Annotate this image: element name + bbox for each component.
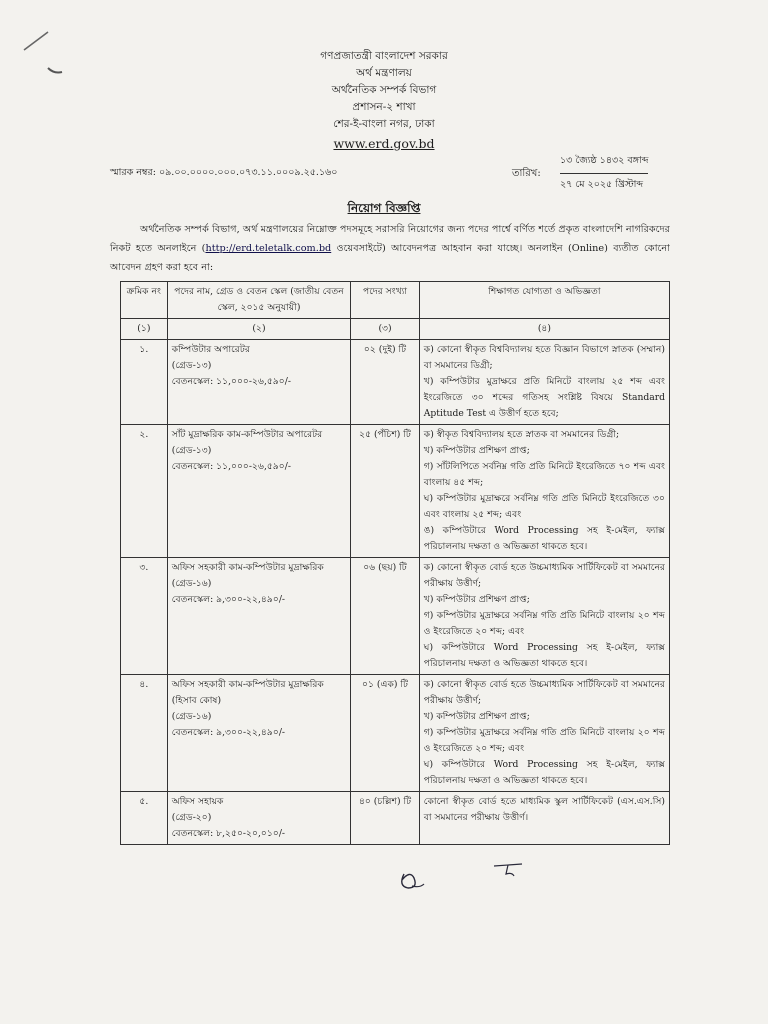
table-header-row [121, 282, 670, 319]
row-grade: (গ্রেড-১৬) [171, 711, 212, 722]
row-qualification-cell [419, 792, 669, 845]
intro-part1: অর্থনৈতিক সম্পর্ক বিভাগ, অর্থ মন্ত্রণালয়ের নিম্নোক্ত পদসমূহে সরাসরি নিয়োগের জন্য পদের পার্শ্বে বর্ণিত শর্তে প্রকৃত বাংলাদেশি নাগরিকদের নিকট হতে অনলাইনে ( [110, 224, 670, 254]
header-qualification: শিক্ষাগত যোগ্যতা ও অভিজ্ঞতা [419, 282, 669, 319]
qualification-item: ক) কোনো স্বীকৃত বোর্ড হতে উচ্চমাধ্যমিক সার্টিফিকেট বা সমমানের পরীক্ষায় উত্তীর্ণ; [423, 679, 665, 706]
qualification-item: ঘ) কম্পিউটারে Word Processing সহ ই-মেইল, ফ্যাক্স পরিচালনায় দক্ষতা ও অভিজ্ঞতা থাকতে হবে। [423, 642, 665, 669]
row-post: কম্পিউটার অপারেটর [171, 344, 250, 355]
application-link[interactable]: http://erd.teletalk.com.bd [205, 243, 332, 254]
qualification-item: ক) কোনো স্বীকৃত বিশ্ববিদ্যালয় হতে বিজ্ঞান বিভাগে স্নাতক (সম্মান) বা সমমানের ডিগ্রী; [423, 344, 665, 371]
row-post-cell [167, 340, 351, 425]
row-qualification-cell [419, 340, 669, 425]
header-serial: ক্রমিক নং [121, 282, 168, 319]
row-qualification-cell [419, 425, 669, 558]
row-qualification-cell [419, 558, 669, 675]
vacancy-rows [121, 340, 670, 845]
row-count: ০৬ (ছয়) টি [351, 558, 420, 675]
row-post-cell [167, 558, 351, 675]
row-serial: ৫. [121, 792, 168, 845]
header-count: পদের সংখ্যা [351, 282, 420, 319]
col-number: (৩) [351, 319, 420, 340]
col-number: (১) [121, 319, 168, 340]
qualification-item: কোনো স্বীকৃত বোর্ড হতে মাধ্যমিক স্কুল সার্টিফিকেট (এস.এস.সি) বা সমমানের পরীক্ষায় উত্তীর্ণ। [423, 796, 665, 823]
intro-part2: ওয়েবসাইটে) আবেদনপত্র আহবান করা যাচ্ছে। অনলাইন (Online) ব্যতীত কোনো আবেদন গ্রহণ করা হবে না: [110, 243, 670, 273]
notice-title-text: নিয়োগ বিজ্ঞপ্তি [347, 201, 421, 215]
qualification-item: ক) কোনো স্বীকৃত বোর্ড হতে উচ্চমাধ্যমিক সার্টিফিকেট বা সমমানের পরীক্ষায় উত্তীর্ণ; [423, 562, 665, 589]
row-grade: (গ্রেড-১৩) [171, 360, 212, 371]
intro-paragraph [110, 220, 670, 277]
row-scale: বেতনস্কেল: ৮,২৫০-২০,০১০/- [171, 828, 286, 839]
row-count: ০২ (দুই) টি [351, 340, 420, 425]
row-serial: ৪. [121, 675, 168, 792]
qualification-item: ঘ) কম্পিউটারে Word Processing সহ ই-মেইল, ফ্যাক্স পরিচালনায় দক্ষতা ও অভিজ্ঞতা থাকতে হবে। [423, 759, 665, 786]
row-count: ০১ (এক) টি [351, 675, 420, 792]
header-post: পদের নাম, গ্রেড ও বেতন স্কেল (জাতীয় বেতন স্কেল, ২০১৫ অনুযায়ী) [167, 282, 351, 319]
date-english: ২৭ মে ২০২৫ খ্রিস্টাব্দ [560, 179, 644, 190]
row-post: অফিস সহকারী কাম-কম্পিউটার মুদ্রাক্ষরিক [171, 562, 324, 573]
vacancy-table [120, 281, 670, 845]
date-label: তারিখ: [512, 168, 541, 179]
header-ministry: অর্থ মন্ত্রণালয় [356, 67, 412, 79]
qualification-item: খ) কম্পিউটার প্রশিক্ষণ প্রাপ্ত; [423, 445, 530, 456]
row-scale: বেতনস্কেল: ১১,০০০-২৬,৫৯০/- [171, 376, 291, 387]
memo-number: স্মারক নম্বর: ০৯.০০.০০০০.০০০.০৭৩.১১.০০০৯.২৫.১৬০ [110, 167, 338, 178]
col-number: (৪) [419, 319, 669, 340]
row-scale: বেতনস্কেল: ১১,০০০-২৬,৫৯০/- [171, 461, 291, 472]
table-row [121, 340, 670, 425]
qualification-item: ঘ) কম্পিউটার মুদ্রাক্ষরে সর্বনিম্ন গতি প্রতি মিনিটে ইংরেজিতে ৩০ এবং বাংলায় ২৫ শব্দ; এবং [423, 493, 665, 520]
header-address: শের-ই-বাংলা নগর, ঢাকা [333, 118, 435, 130]
col-number: (২) [167, 319, 351, 340]
notice-title [0, 200, 768, 220]
row-grade: (গ্রেড-২০) [171, 812, 212, 823]
row-serial: ১. [121, 340, 168, 425]
date-bangla: ১৩ জ্যৈষ্ঠ ১৪৩২ বঙ্গাব্দ [560, 150, 648, 174]
row-serial: ৩. [121, 558, 168, 675]
qualification-item: খ) কম্পিউটার মুদ্রাক্ষরে প্রতি মিনিটে বাংলায় ২৫ শব্দ এবং ইংরেজিতে ৩০ শব্দের গতিসহ সংশ্লিষ্ট বিষয়ে Standard Aptitude Test এ উত্তীর্ণ হতে হবে; [423, 376, 665, 419]
row-scale: বেতনস্কেল: ৯,৩০০-২২,৪৯০/- [171, 727, 286, 738]
header-division: অর্থনৈতিক সম্পর্ক বিভাগ [331, 84, 437, 96]
qualification-item: খ) কম্পিউটার প্রশিক্ষণ প্রাপ্ত; [423, 594, 530, 605]
qualification-item: গ) সাঁটলিপিতে সর্বনিম্ন গতি প্রতি মিনিটে ইংরেজিতে ৭০ শব্দ এবং বাংলায় ৪৫ শব্দ; [423, 461, 665, 488]
qualification-item: গ) কম্পিউটার মুদ্রাক্ষরে সর্বনিম্ন গতি প্রতি মিনিটে বাংলায় ২০ শব্দ ও ইংরেজিতে ২০ শব্দ; এবং [423, 727, 665, 754]
row-post: অফিস সহকারী কাম-কম্পিউটার মুদ্রাক্ষরিক (হিসাব কোষ) [171, 679, 324, 706]
row-post-cell [167, 792, 351, 845]
row-grade: (গ্রেড-১৬) [171, 578, 212, 589]
row-post-cell [167, 425, 351, 558]
signature-icon [390, 858, 540, 898]
header-government: গণপ্রজাতন্ত্রী বাংলাদেশ সরকার [320, 50, 448, 62]
qualification-item: খ) কম্পিউটার প্রশিক্ষণ প্রাপ্ত; [423, 711, 530, 722]
table-row [121, 558, 670, 675]
qualification-item: ঙ) কম্পিউটারে Word Processing সহ ই-মেইল, ফ্যাক্স পরিচালনায় দক্ষতা ও অভিজ্ঞতা থাকতে হবে। [423, 525, 665, 552]
row-post: অফিস সহায়ক [171, 796, 224, 807]
row-scale: বেতনস্কেল: ৯,৩০০-২২,৪৯০/- [171, 594, 286, 605]
table-row [121, 792, 670, 845]
letterhead [0, 48, 768, 152]
row-serial: ২. [121, 425, 168, 558]
row-count: ৪০ (চল্লিশ) টি [351, 792, 420, 845]
row-count: ২৫ (পঁচিশ) টি [351, 425, 420, 558]
date-block [560, 150, 648, 196]
row-grade: (গ্রেড-১৩) [171, 445, 212, 456]
table-row [121, 425, 670, 558]
header-branch: প্রশাসন-২ শাখা [352, 101, 416, 113]
header-website: www.erd.gov.bd [333, 136, 435, 151]
table-row [121, 675, 670, 792]
row-post-cell [167, 675, 351, 792]
row-post: সাঁট মুদ্রাক্ষরিক কাম-কম্পিউটার অপারেটর [171, 429, 323, 440]
column-number-row [121, 319, 670, 340]
qualification-item: গ) কম্পিউটার মুদ্রাক্ষরে সর্বনিম্ন গতি প্রতি মিনিটে বাংলায় ২০ শব্দ ও ইংরেজিতে ২০ শব্দ; এবং [423, 610, 665, 637]
qualification-item: ক) স্বীকৃত বিশ্ববিদ্যালয় হতে স্নাতক বা সমমানের ডিগ্রী; [423, 429, 620, 440]
row-qualification-cell [419, 675, 669, 792]
